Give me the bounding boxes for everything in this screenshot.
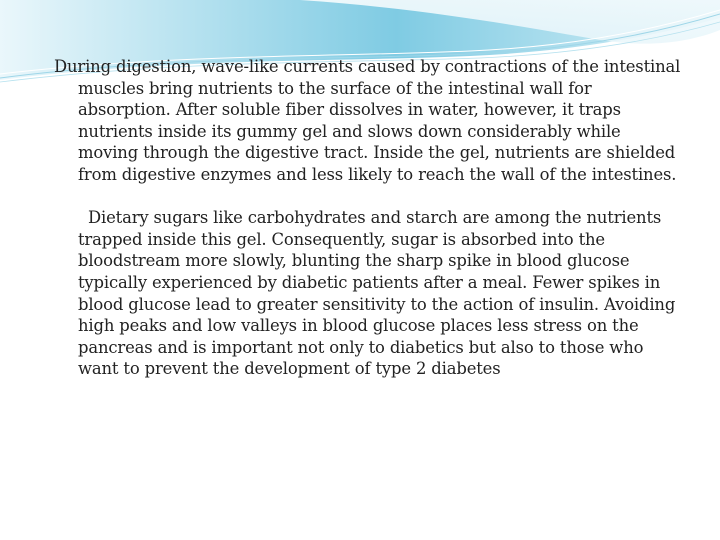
paragraph-digestion: During digestion, wave-like currents caused by contractions of the intestinal muscles bring nutrients to the surface of the intestinal wall for absorption. After soluble fiber dissolves in water, however, it traps nutrients inside its gummy gel and slows down considerably while moving through the digestive tract. Inside the gel, nutrients are shielded from digestive enzymes and less likely to reach the wall of the intestines. — [54, 57, 681, 184]
slide-body-text — [54, 56, 682, 380]
paragraph-dietary-sugars: Dietary sugars like carbohydrates and starch are among the nutrients trapped inside this gel. Consequently, sugar is absorbed into the bloodstream more slowly, blunting the sharp spike in blood glucose typically experienced by diabetic patients after a meal. Fewer spikes in blood glucose lead to greater sensitivity to the action of insulin. Avoiding high peaks and low valleys in blood glucose places less stress on the pancreas and is important not only to diabetics but also to those who want to prevent the development of type 2 diabetes — [78, 208, 676, 379]
